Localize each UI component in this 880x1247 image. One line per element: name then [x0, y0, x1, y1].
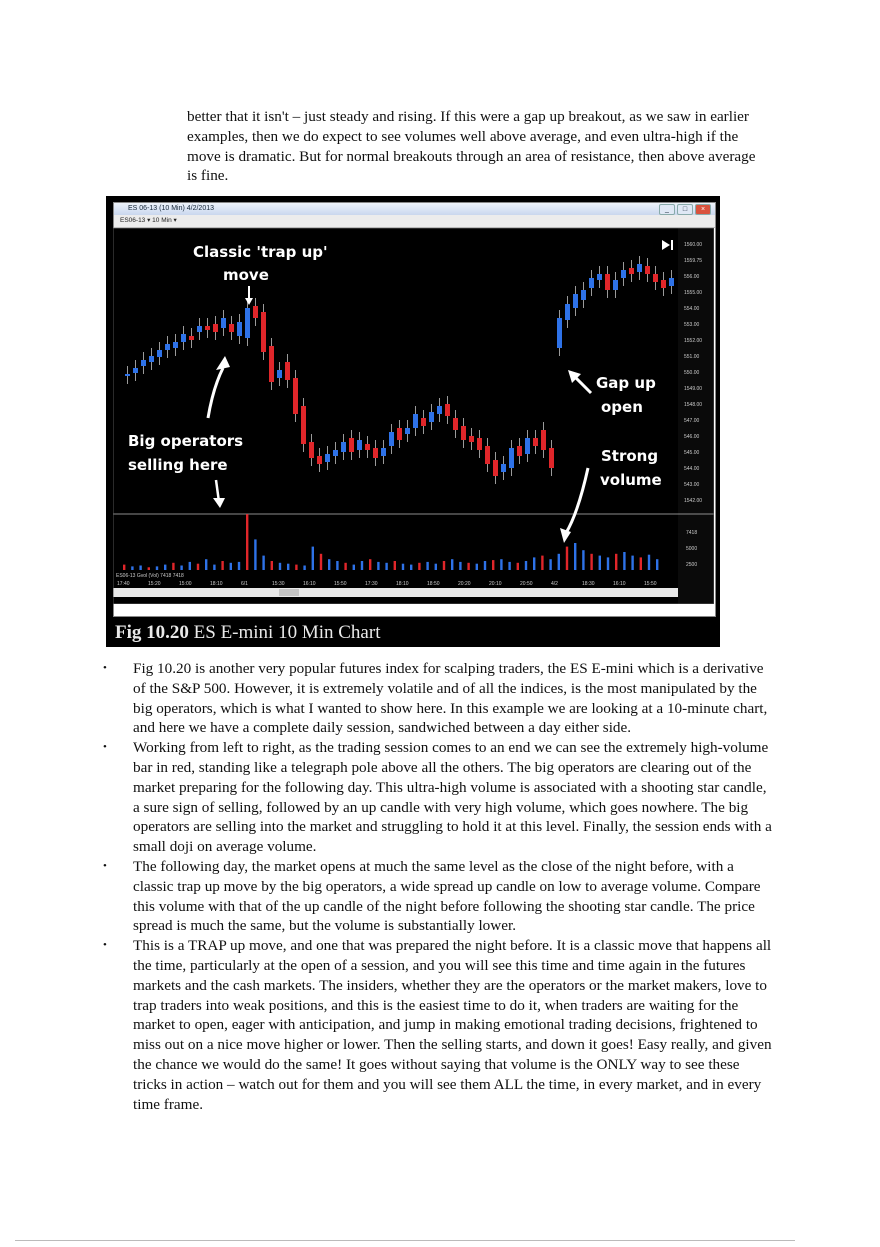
- volume-tick-label: 7418: [686, 530, 698, 536]
- volume-bar: [221, 561, 223, 570]
- volume-bar: [279, 563, 281, 570]
- time-tick-label: 18:50: [427, 581, 440, 587]
- candle-body: [557, 318, 562, 348]
- candle-body: [477, 438, 482, 450]
- candle-body: [165, 344, 170, 350]
- minimize-icon[interactable]: _: [659, 204, 675, 215]
- candle-body: [573, 294, 578, 308]
- window-controls: [659, 204, 711, 215]
- volume-tick-label: 2500: [686, 562, 698, 568]
- candle-body: [541, 430, 546, 450]
- candle-body: [221, 318, 226, 328]
- list-item: [103, 857, 773, 936]
- list-item-text: The following day, the market opens at much the same level as the close of the night before, with a classic trap up move by the big operators, a wide spread up candle on low to average volume. Compare this volume with that of the up candle of the night before following the shooting star candle. The price spread is much the same, but the volume is substantially lower.: [133, 857, 761, 935]
- volume-bar: [418, 563, 420, 570]
- price-tick-label: 556.00: [684, 274, 700, 280]
- candle-body: [365, 444, 370, 450]
- annotation-bigops-line1: Big operators: [128, 432, 244, 450]
- bullet-list: [103, 659, 773, 1114]
- time-tick-label: 16:10: [303, 581, 316, 587]
- bullet-icon: •: [103, 741, 107, 754]
- candle-body: [581, 290, 586, 300]
- volume-bar: [451, 559, 453, 570]
- volume-bar: [246, 514, 248, 570]
- bullet-icon: •: [103, 662, 107, 674]
- volume-bar: [238, 562, 240, 570]
- volume-bar: [517, 563, 519, 570]
- volume-bar: [549, 559, 551, 570]
- volume-bar: [123, 565, 125, 570]
- figure-caption-prefix: Fig 10.20: [115, 622, 189, 643]
- volume-bar: [213, 565, 215, 570]
- volume-bar: [541, 556, 543, 570]
- volume-bar: [459, 562, 461, 570]
- volume-bar: [385, 563, 387, 570]
- maximize-icon[interactable]: □: [677, 204, 693, 215]
- volume-bar: [467, 563, 469, 570]
- window-title: ES 06-13 (10 Min) 4/2/2013: [128, 205, 214, 212]
- candle-body: [517, 446, 522, 456]
- volume-bar: [344, 563, 346, 570]
- candlestick-chart: [113, 228, 714, 604]
- volume-bar: [615, 554, 617, 570]
- candle-body: [413, 414, 418, 428]
- volume-bar: [262, 556, 264, 570]
- volume-bar: [320, 554, 322, 570]
- candle-body: [461, 426, 466, 440]
- candle-body: [653, 274, 658, 282]
- candle-body: [141, 360, 146, 366]
- candle-body: [637, 264, 642, 272]
- annotation-bigops-line2: selling here: [128, 456, 228, 474]
- candle-body: [157, 350, 162, 357]
- candle-body: [197, 326, 202, 332]
- candle-body: [405, 428, 410, 434]
- list-item: [103, 659, 773, 738]
- volume-bar: [230, 563, 232, 570]
- horizontal-scrollbar[interactable]: [113, 588, 678, 597]
- volume-bar: [180, 566, 182, 571]
- volume-bar: [410, 565, 412, 570]
- window-titlebar: [114, 203, 715, 215]
- candle-body: [181, 334, 186, 342]
- volume-bar: [303, 566, 305, 571]
- candle-body: [437, 406, 442, 414]
- candle-body: [253, 306, 258, 318]
- candle-body: [149, 356, 154, 362]
- volume-bar: [197, 564, 199, 570]
- price-tick-label: 545.00: [684, 450, 700, 456]
- time-tick-label: 20:50: [520, 581, 533, 587]
- volume-bar: [295, 565, 297, 570]
- close-icon[interactable]: ×: [695, 204, 711, 215]
- time-tick-label: 18:10: [210, 581, 223, 587]
- price-tick-label: 544.00: [684, 466, 700, 472]
- price-tick-label: 1549.00: [684, 386, 703, 392]
- time-tick-label: 4/2: [551, 581, 558, 587]
- candle-body: [229, 324, 234, 332]
- volume-bar: [205, 559, 207, 570]
- bullet-icon: •: [103, 859, 107, 872]
- price-tick-label: 1559.75: [684, 258, 703, 264]
- volume-bar: [640, 557, 642, 570]
- candle-body: [261, 312, 266, 352]
- volume-bar: [533, 557, 535, 570]
- candle-body: [597, 274, 602, 280]
- time-tick-label: 15:50: [334, 581, 347, 587]
- candle-body: [397, 428, 402, 440]
- time-tick-label: 15:00: [179, 581, 192, 587]
- instrument-selector[interactable]: ES06-13 ▾ 10 Min ▾: [120, 217, 177, 224]
- candle-body: [173, 342, 178, 348]
- candle-body: [237, 322, 242, 336]
- candle-body: [525, 438, 530, 454]
- figure-caption: [106, 619, 720, 647]
- price-tick-label: 550.00: [684, 370, 700, 376]
- candle-body: [357, 440, 362, 450]
- volume-bar: [336, 561, 338, 570]
- list-item-text: This is a TRAP up move, and one that was prepared the night before. It is a classic move that happens all the time, particularly at the open of a session, and you will see this time and time again in the futures markets and the cash markets. The insiders, whether they are the operators or the market makers, love to trap traders into weak positions, and this is the easiest time to do it, when traders are waiting for the market to open, eager with anticipation, and jump in making emotional trading decisions, frightened to miss out on a nice move higher or lower. Then the selling starts, and down it goes! Easy really, and given the chance we would do the same! It goes without saying that volume is the ONLY way to see these tricks in action – watch out for them and you will see them ALL the time, in every market, and in every time frame.: [133, 937, 772, 1113]
- candle-body: [189, 336, 194, 340]
- volume-bar: [500, 559, 502, 570]
- price-tick-label: 546.00: [684, 434, 700, 440]
- price-tick-label: 553.00: [684, 322, 700, 328]
- candle-body: [381, 448, 386, 456]
- candle-body: [493, 460, 498, 476]
- volume-bar: [648, 555, 650, 570]
- page-footer-rule: [15, 1240, 795, 1241]
- volume-bar: [271, 561, 273, 570]
- volume-bar: [582, 550, 584, 570]
- list-item-text: Working from left to right, as the trading session comes to an end we can see the extremely high-volume bar in red, standing like a telegraph pole above all the others. The big operators are clearing out of the market preparing for the following day. This ultra-high volume is associated with a shooting star candle, a sure sign of selling, followed by an up candle with very high volume, which goes nowhere. The big operators are selling into the market and struggling to hold it at this level. Finally, the session ends with a small doji on average volume.: [133, 739, 772, 856]
- annotation-strong-line1: Strong: [601, 447, 659, 465]
- candle-body: [325, 454, 330, 462]
- volume-bar: [443, 561, 445, 570]
- volume-label: ES06-13 Gvol (Vol) 7418 7418: [116, 573, 184, 579]
- time-tick-label: 16:10: [613, 581, 626, 587]
- time-tick-label: 15:30: [272, 581, 285, 587]
- candle-body: [373, 448, 378, 458]
- volume-bar: [607, 557, 609, 570]
- candle-body: [133, 368, 138, 373]
- candle-body: [205, 326, 210, 330]
- candle-body: [565, 304, 570, 320]
- annotation-trap-line1: Classic 'trap up': [193, 243, 328, 261]
- candle-body: [661, 280, 666, 288]
- time-tick-label: 20:10: [489, 581, 502, 587]
- volume-bar: [287, 564, 289, 570]
- candle-body: [645, 266, 650, 274]
- candle-body: [277, 370, 282, 378]
- candle-body: [245, 308, 250, 338]
- volume-bar: [566, 547, 568, 570]
- volume-bar: [377, 562, 379, 570]
- volume-bar: [394, 561, 396, 570]
- scrollbar-thumb[interactable]: [279, 589, 299, 596]
- candle-body: [605, 274, 610, 290]
- price-tick-label: 1552.00: [684, 338, 703, 344]
- time-tick-label: 17:40: [117, 581, 130, 587]
- candle-body: [309, 442, 314, 458]
- volume-bar: [328, 559, 330, 570]
- candle-body: [421, 418, 426, 426]
- figure-caption-text: ES E-mini 10 Min Chart: [193, 622, 381, 643]
- candle-body: [349, 438, 354, 452]
- candle-body: [621, 270, 626, 278]
- candle-body: [333, 450, 338, 456]
- volume-bar: [254, 539, 256, 570]
- volume-bar: [508, 562, 510, 570]
- candle-body: [613, 280, 618, 290]
- volume-bar: [369, 559, 371, 570]
- volume-bar: [139, 566, 141, 571]
- candle-body: [429, 412, 434, 422]
- volume-bar: [131, 566, 133, 570]
- volume-bar: [574, 543, 576, 570]
- volume-bar: [353, 565, 355, 570]
- annotation-trap-line2: move: [223, 266, 269, 284]
- candle-body: [469, 436, 474, 442]
- time-tick-label: 15:20: [148, 581, 161, 587]
- list-item: [103, 936, 773, 1114]
- candle-body: [669, 278, 674, 286]
- volume-bar: [156, 566, 158, 570]
- candle-body: [589, 278, 594, 288]
- candle-body: [285, 362, 290, 380]
- price-tick-label: 1542.00: [684, 498, 703, 504]
- volume-bar: [590, 554, 592, 570]
- candle-body: [389, 432, 394, 446]
- volume-bar: [476, 564, 478, 570]
- volume-bar: [656, 559, 658, 570]
- candle-body: [501, 464, 506, 472]
- volume-bar: [426, 562, 428, 570]
- volume-bar: [631, 556, 633, 570]
- chart-toolbar: [114, 215, 715, 228]
- volume-tick-label: 5000: [686, 546, 698, 552]
- volume-bar: [623, 552, 625, 570]
- volume-bar: [492, 560, 494, 570]
- candle-body: [533, 438, 538, 446]
- volume-bar: [599, 556, 601, 570]
- candle-body: [317, 456, 322, 464]
- chart-figure: [106, 196, 720, 647]
- candle-body: [485, 446, 490, 464]
- volume-bar: [361, 561, 363, 570]
- bullet-icon: •: [103, 939, 107, 952]
- intro-paragraph: better that it isn't – just steady and rising. If this were a gap up breakout, as we saw in earlier examples, then we do expect to see volumes well above average, and even ultra-high if the move is dramatic. But for normal breakouts through an area of resistance, then above average is fine.: [187, 108, 756, 185]
- annotation-strong-line2: volume: [600, 471, 662, 489]
- candle-body: [269, 346, 274, 382]
- candle-body: [341, 442, 346, 452]
- volume-bar: [172, 563, 174, 570]
- candle-body: [213, 324, 218, 332]
- volume-bar: [525, 561, 527, 570]
- volume-bar: [435, 564, 437, 570]
- volume-bar: [402, 564, 404, 570]
- volume-bar: [189, 562, 191, 570]
- price-tick-label: 1560.00: [684, 242, 703, 248]
- price-tick-label: 554.00: [684, 306, 700, 312]
- volume-bar: [312, 547, 314, 570]
- candle-body: [629, 268, 634, 274]
- time-tick-label: 18:30: [582, 581, 595, 587]
- candle-body: [445, 404, 450, 416]
- volume-bar: [148, 567, 150, 570]
- time-tick-label: 15:50: [644, 581, 657, 587]
- price-tick-label: 543.00: [684, 482, 700, 488]
- volume-bar: [558, 554, 560, 570]
- candle-body: [509, 448, 514, 468]
- time-tick-label: 6/1: [241, 581, 248, 587]
- candle-body: [549, 448, 554, 468]
- price-tick-label: 1555.00: [684, 290, 703, 296]
- candle-body: [125, 374, 130, 376]
- time-tick-label: 17:30: [365, 581, 378, 587]
- volume-bar: [164, 565, 166, 570]
- time-tick-label: 20:20: [458, 581, 471, 587]
- volume-bar: [484, 561, 486, 570]
- candle-body: [293, 378, 298, 414]
- candle-body: [301, 406, 306, 444]
- price-tick-label: 551.00: [684, 354, 700, 360]
- price-tick-label: 1548.00: [684, 402, 703, 408]
- list-item: [103, 738, 773, 857]
- time-tick-label: 18:10: [396, 581, 409, 587]
- annotation-gap-line2: open: [601, 398, 643, 416]
- annotation-gap-line1: Gap up: [596, 374, 656, 392]
- candle-body: [453, 418, 458, 430]
- list-item-text: Fig 10.20 is another very popular futures index for scalping traders, the ES E-mini which is a derivative of the S&P 500. However, it is extremely volatile and of all the indices, is the most manipulated by the big operators, which is what I wanted to show here. In this example we are looking at a 10-minute chart, and here we have a complete daily session, sandwiched between a day either side.: [133, 660, 768, 737]
- price-tick-label: 547.00: [684, 418, 700, 424]
